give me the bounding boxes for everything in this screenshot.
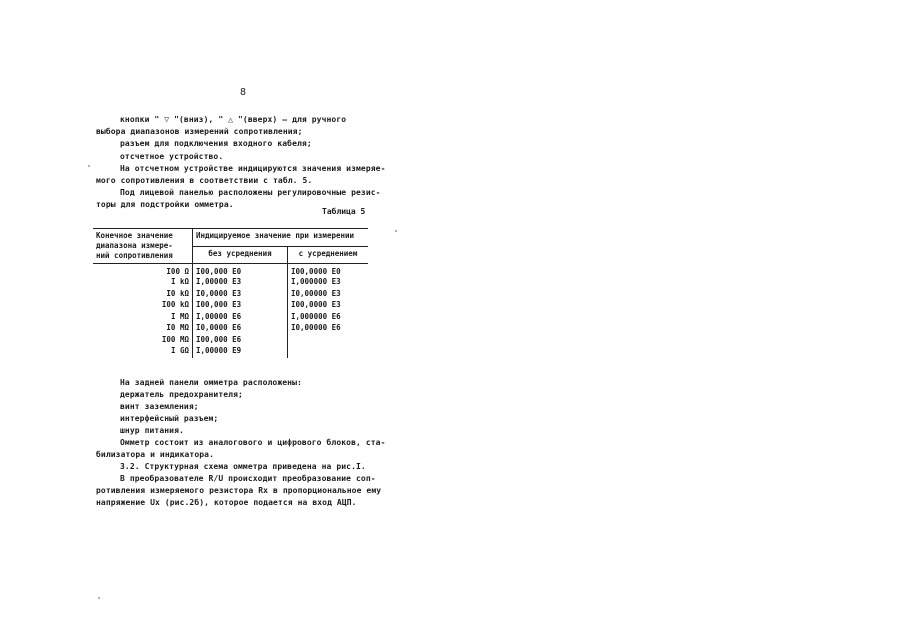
cell-with-averaging: I,000000 E3 xyxy=(291,277,341,286)
cell-no-averaging: I,00000 E6 xyxy=(193,312,288,324)
table-caption: Таблица 5 xyxy=(322,207,366,216)
text-line: В преобразователе R/U происходит преобразование соп- xyxy=(120,474,376,483)
cell-range: I0 kΩ xyxy=(93,289,193,301)
cell-range: I kΩ xyxy=(93,277,193,289)
header-indicated-value: Индицируемое значение при измерении xyxy=(193,229,369,247)
text-line: торы для подстройки омметра. xyxy=(96,200,234,209)
text-line: держатель предохранителя; xyxy=(120,390,243,399)
text-line: ротивления измеряемого резистора Rx в пропорциональное ему xyxy=(96,486,382,495)
text-line: Омметр состоит из аналогового и цифрового блоков, ста- xyxy=(120,438,386,447)
text-line: разъем для подключения входного кабеля; xyxy=(120,139,312,148)
text-line: выбора диапазонов измерений сопротивления; xyxy=(96,127,303,136)
table-row xyxy=(93,289,368,301)
cell-with-averaging: I0,00000 E6 xyxy=(291,323,341,332)
cell-no-averaging: I00,000 E3 xyxy=(193,300,288,312)
cell-with-averaging: I00,0000 E0 xyxy=(291,267,341,276)
scan-speck xyxy=(88,165,90,167)
text-line: напряжение Ux (рис.2б), которое подается на вход АЦП. xyxy=(96,498,357,507)
cell-no-averaging: I,00000 E3 xyxy=(193,277,288,289)
scan-speck xyxy=(395,230,397,232)
cell-no-averaging: I00,000 E0 xyxy=(193,264,288,278)
text-line: На задней панели омметра расположены: xyxy=(120,378,302,387)
table-row xyxy=(93,264,368,278)
cell-no-averaging: I,00000 E9 xyxy=(193,346,288,358)
text-line: винт заземления; xyxy=(120,402,199,411)
table-5 xyxy=(93,228,368,358)
table-row xyxy=(93,277,368,289)
text-line: Под лицевой панелью расположены регулировочные резис- xyxy=(120,188,381,197)
cell-no-averaging: I00,000 E6 xyxy=(193,335,288,347)
text-line: На отсчетном устройстве индицируются значения измеряе- xyxy=(120,164,386,173)
cell-range: I0 MΩ xyxy=(93,323,193,335)
cell-range: I00 MΩ xyxy=(93,335,193,347)
table-row xyxy=(93,323,368,335)
text-line: отсчетное устройство. xyxy=(120,152,224,161)
text-line: билизатора и индикатора. xyxy=(96,450,214,459)
cell-range: I00 Ω xyxy=(93,264,193,278)
text-line: мого сопротивления в соответствии с табл. 5. xyxy=(96,176,313,185)
cell-range: I MΩ xyxy=(93,312,193,324)
cell-range: I GΩ xyxy=(93,346,193,358)
cell-with-averaging xyxy=(288,335,369,347)
header-range: Конечное значение диапазона измере- ний сопротивления xyxy=(93,229,193,264)
table-row xyxy=(93,300,368,312)
cell-with-averaging: I00,0000 E3 xyxy=(291,300,341,309)
cell-range: I00 kΩ xyxy=(93,300,193,312)
cell-no-averaging: I0,0000 E3 xyxy=(193,289,288,301)
text-line: кнопки " ▽ "(вниз), " △ "(вверх) – для ручного xyxy=(120,115,347,124)
cell-with-averaging: I0,00000 E3 xyxy=(291,288,341,298)
text-line: интерфейсный разъем; xyxy=(120,414,219,423)
cell-with-averaging: I,000000 E6 xyxy=(291,311,341,321)
table-row xyxy=(93,335,368,347)
scan-speck xyxy=(98,597,100,599)
header-with-averaging: с усреднением xyxy=(288,246,369,264)
text-line: 3.2. Структурная схема омметра приведена на рис.I. xyxy=(120,462,366,471)
cell-no-averaging: I0,0000 E6 xyxy=(193,323,288,335)
text-line: шнур питания. xyxy=(120,426,184,435)
table-row xyxy=(93,312,368,324)
cell-with-averaging xyxy=(288,346,369,358)
table-row xyxy=(93,346,368,358)
page-number: 8 xyxy=(240,87,247,98)
header-no-averaging: без усреднения xyxy=(193,246,288,264)
